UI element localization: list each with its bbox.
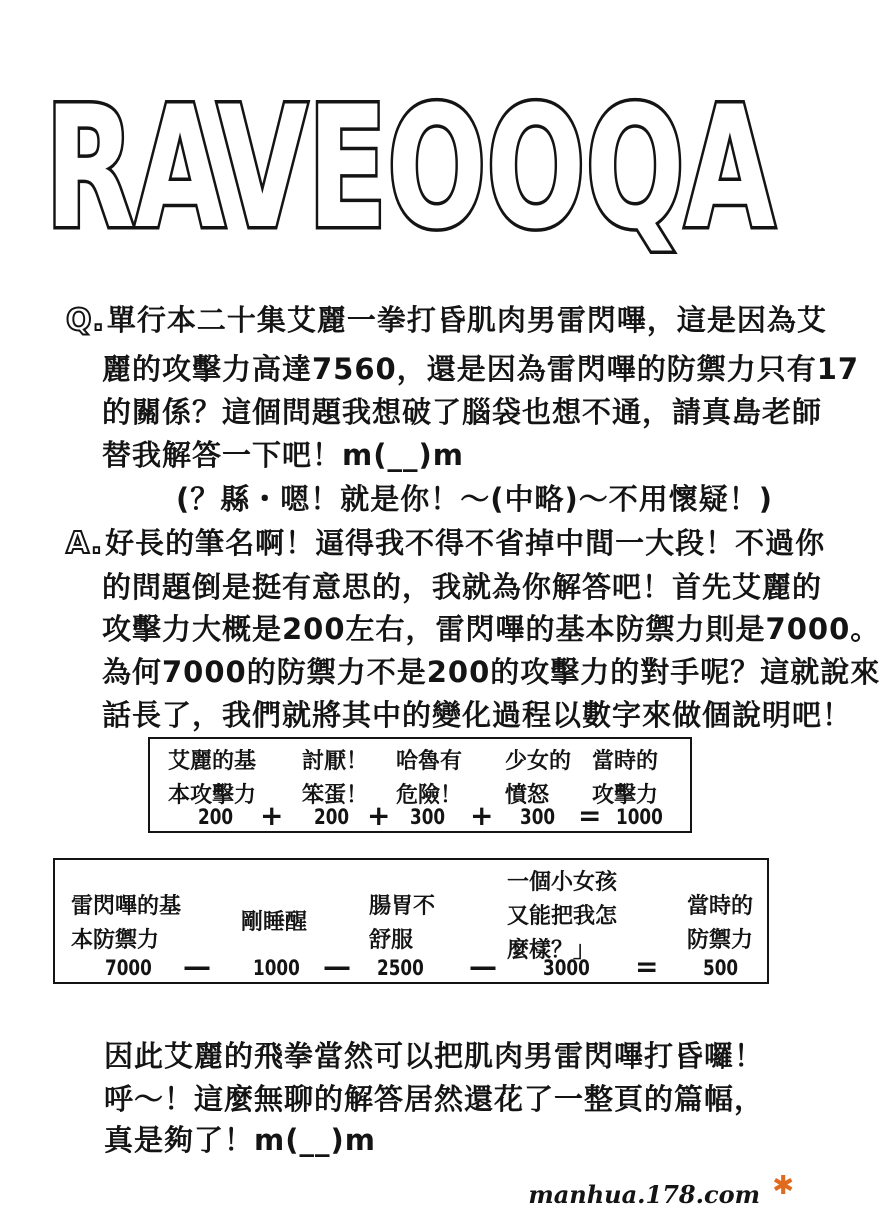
question-line-3: 的關係？這個問題我想破了腦袋也想不通，請真島老師 — [102, 395, 823, 429]
attack-operator: = — [578, 799, 602, 832]
attack-value: 300 — [520, 805, 556, 829]
defense-operator: — — [469, 950, 497, 983]
question-text-1: 單行本二十集艾麗一拳打昏肌肉男雷閃嗶，這是因為艾 — [106, 303, 827, 337]
defense-label-girl: 一個小女孩 又能把我怎 麼樣？」 — [507, 870, 618, 963]
attack-label-anger: 少女的 憤怒 — [505, 749, 572, 808]
defense-label-base: 雷閃嗶的基 本防禦力 — [71, 894, 182, 953]
star-icon: ✱ — [772, 1171, 794, 1201]
defense-label-total: 當時的 防禦力 — [687, 894, 754, 953]
attack-label-base: 艾麗的基 本攻擊力 — [168, 749, 257, 808]
question-line-4: 替我解答一下吧！m(__)m — [102, 438, 464, 472]
attack-operator: + — [470, 799, 494, 832]
attack-table — [148, 737, 692, 833]
defense-operator: — — [323, 950, 351, 983]
answer-text-1: 好長的筆名啊！逼得我不得不省掉中間一大段！不過你 — [105, 526, 826, 560]
answer-line-2: 的問題倒是挺有意思的，我就為你解答吧！首先艾麗的 — [102, 570, 823, 604]
answer-line-4: 為何7000的防禦力不是200的攻擊力的對手呢？這就說來 — [102, 655, 880, 689]
answer-line-1 — [66, 521, 825, 562]
attack-label-total: 當時的 攻擊力 — [592, 749, 659, 808]
attack-value: 1000 — [616, 805, 663, 829]
defense-label-stomach: 腸胃不 舒服 — [369, 894, 436, 953]
conclusion-line-2: 呼～！這麼無聊的解答居然還花了一整頁的篇幅， — [104, 1082, 765, 1116]
defense-value: 2500 — [377, 956, 424, 980]
answer-line-3: 攻擊力大概是200左右，雷閃嗶的基本防禦力則是7000。 — [102, 612, 880, 646]
defense-value: 500 — [703, 956, 739, 980]
defense-value: 7000 — [105, 956, 152, 980]
defense-table — [53, 858, 769, 984]
attack-value: 200 — [314, 805, 350, 829]
conclusion-line-3: 真是夠了！m(__)m — [104, 1123, 376, 1157]
answer-line-5: 話長了，我們就將其中的變化過程以數字來做個說明吧！ — [102, 698, 853, 732]
page-title — [40, 70, 780, 266]
attack-operator: + — [260, 799, 284, 832]
watermark: manhua.178.com — [528, 1180, 760, 1209]
attack-label-idiot: 討厭！ 笨蛋！ — [302, 749, 369, 808]
question-line-1 — [66, 298, 827, 339]
defense-value: 1000 — [253, 956, 300, 980]
question-signature: (？縣・嗯！就是你！～(中略)～不用懷疑！) — [176, 482, 774, 516]
attack-value: 200 — [198, 805, 234, 829]
conclusion-line-1: 因此艾麗的飛拳當然可以把肌肉男雷閃嗶打昏囉！ — [104, 1039, 765, 1073]
attack-label-haru: 哈魯有 危險！ — [396, 749, 463, 808]
answer-marker: A. — [66, 526, 104, 561]
attack-operator: + — [367, 799, 391, 832]
defense-value: 3000 — [543, 956, 590, 980]
defense-label-sleepy: 剛睡醒 — [241, 910, 308, 935]
question-line-2: 麗的攻擊力高達7560，還是因為雷閃嗶的防禦力只有17 — [102, 352, 860, 386]
defense-operator: — — [183, 950, 211, 983]
title-text: RAVEOOQA — [45, 70, 775, 266]
question-marker: Q. — [66, 303, 105, 338]
attack-value: 300 — [410, 805, 446, 829]
defense-operator: = — [635, 950, 659, 983]
